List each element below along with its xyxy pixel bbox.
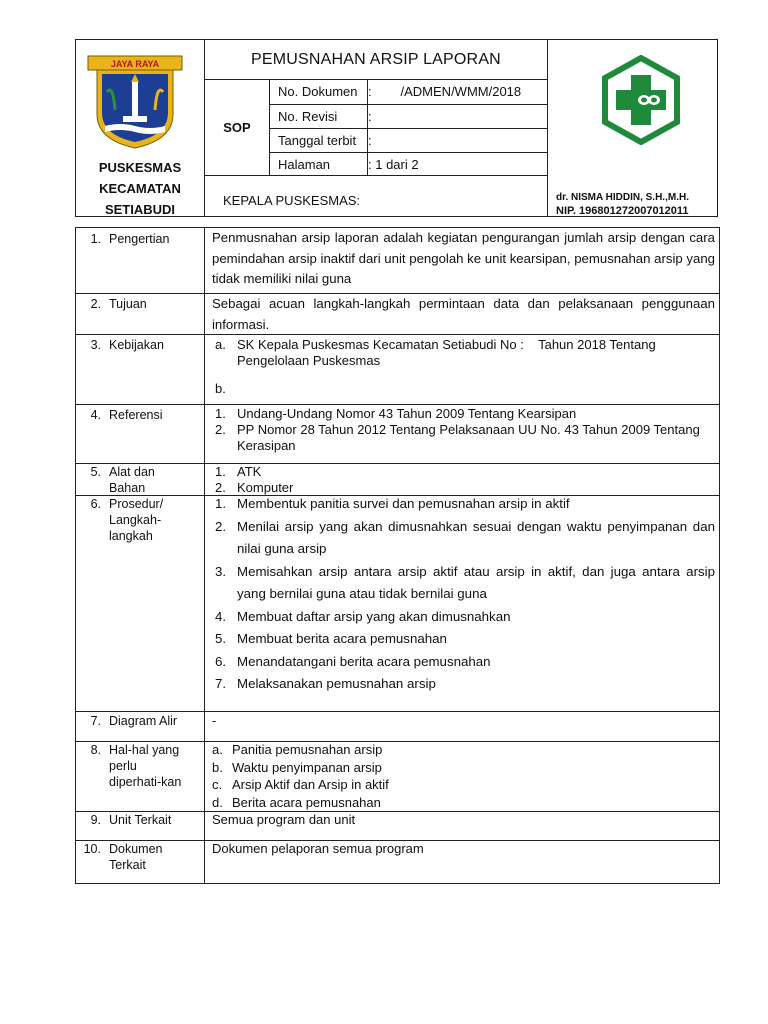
row-prosedur [76,495,719,711]
list-item [212,741,712,759]
row-label [76,231,202,247]
row-label [76,812,202,828]
item-marker: 6. [215,653,227,669]
sop-block [205,79,547,175]
row-text: Dokumen pelaporan semua program [212,841,424,856]
hal-list [212,741,712,811]
alat-list [215,464,715,496]
item-text: PP Nomor 28 Tahun 2012 Tentang Pelaksanaan UU No. 43 Tahun 2009 Tentang Kerasipan [237,422,700,453]
row-label [76,337,202,353]
row-title-line: Alat dan [109,465,155,479]
row-text: Sebagai acuan langkah-langkah permintaan data dan pelaksanaan penggunaan informasi. [212,296,715,332]
row-title: Diagram Alir [109,714,178,728]
item-marker: a. [212,742,223,757]
kebijakan-list [215,337,715,397]
item-text: Berita acara pemusnahan [232,794,381,810]
row-title [109,464,155,496]
row-number: 5. [90,465,101,479]
puskesmas-logo-icon [596,55,686,145]
sop-header [75,39,718,217]
row-title-line: perlu [109,759,137,773]
row-text: - [212,713,217,728]
row-text: Semua program dan unit [212,812,356,827]
list-item [215,516,715,561]
item-text: Komputer [237,480,294,495]
item-text: Waktu penyimpanan arsip [232,759,382,775]
row-unit-terkait [76,811,719,840]
row-title [109,496,163,544]
item-marker: 4. [215,608,227,624]
field-value: : 1 dari 2 [367,153,419,176]
signer-nip: NIP. 196801272007012011 [556,205,689,217]
list-item [215,337,715,369]
field-halaman [270,152,548,176]
row-alat-bahan [76,463,719,495]
list-item [215,628,715,651]
row-title: Unit Terkait [109,813,172,827]
list-item [215,381,715,397]
row-label [76,742,202,790]
row-title-line: Bahan [109,481,146,495]
item-marker: 7. [215,676,227,691]
field-value: : [367,105,372,128]
page-title: PEMUSNAHAN ARSIP LAPORAN [251,51,501,68]
list-item [212,776,712,794]
row-number: 7. [90,714,101,728]
row-label [76,496,202,544]
emblem-text: JAYA RAYA [110,59,160,69]
item-marker: 1. [215,406,226,421]
field-no-dokumen [270,80,548,104]
row-title-line: Terkait [109,858,146,872]
head-label: KEPALA PUSKESMAS: [223,193,361,208]
item-text: Panitia pemusnahan arsip [232,742,383,757]
row-referensi [76,404,719,463]
item-marker: a. [215,337,226,352]
row-title: Pengertian [109,232,170,246]
field-no-revisi [270,104,548,128]
header-right-cell [547,40,718,216]
sop-content-table [75,227,720,884]
item-marker: c. [212,777,223,792]
field-value: : /ADMEN/WMM/2018 [367,80,521,104]
list-item [212,759,712,777]
item-text: Menandatangani berita acara pemusnahan [237,653,491,669]
field-label: Halaman [278,157,331,172]
item-marker: b. [215,381,226,396]
row-label [76,713,202,729]
row-label [76,296,202,312]
row-title-line: Langkah- [109,513,162,527]
item-marker: 5. [215,631,227,646]
item-text: Memisahkan arsip antara arsip aktif atau arsip in aktif, dan juga antara arsip yang bernilai guna atau tidak bernilai guna [237,563,715,601]
row-label [76,464,202,496]
item-text: Arsip Aktif dan Arsip in aktif [232,777,389,792]
item-marker: 1. [215,496,227,511]
row-kebijakan [76,334,719,404]
row-title-line: Dokumen [109,842,163,856]
field-label: No. Dokumen [278,84,358,99]
field-value: : [367,129,372,152]
org-name [76,157,204,220]
row-tujuan [76,293,719,334]
row-number: 3. [90,338,101,352]
org-line-2: KECAMATAN [99,181,181,196]
item-text: SK Kepala Puskesmas Kecamatan Setiabudi No : Tahun 2018 Tentang Pengelolaan Puskesmas [237,337,660,368]
row-title: Referensi [109,408,163,422]
list-item [215,561,715,606]
row-title: Kebijakan [109,338,164,352]
row-number: 1. [90,232,101,246]
row-title-line: Hal-hal yang [109,743,180,757]
row-title: Tujuan [109,297,147,311]
row-title [109,841,163,873]
item-text: Membuat daftar arsip yang akan dimusnahkan [237,608,511,624]
org-line-1: PUSKESMAS [98,160,182,175]
row-dokumen-terkait [76,840,719,883]
row-number: 10. [83,842,101,856]
signer-name: dr. NISMA HIDDIN, S.H.,M.H. [556,192,689,203]
list-item [215,422,715,454]
list-item [212,794,712,812]
list-item [215,673,715,696]
head-signature-block [205,175,547,216]
row-title-line: diperhati-kan [109,775,182,789]
sop-label: SOP [223,120,251,135]
row-number: 8. [90,743,101,757]
list-item [215,464,715,480]
item-text: Melaksanakan pemusnahan arsip [237,676,436,691]
list-item [215,606,715,629]
item-marker: 2. [215,518,227,534]
row-number: 2. [90,297,101,311]
row-pengertian [76,228,719,293]
header-middle-cell [204,40,547,216]
item-text: ATK [237,464,262,479]
field-tanggal-terbit [270,128,548,152]
org-line-3: SETIABUDI [104,202,176,217]
item-text: Membuat berita acara pemusnahan [237,631,447,646]
item-marker: d. [212,794,223,810]
list-item [215,651,715,674]
jaya-raya-emblem-icon [85,52,185,152]
row-hal-hal [76,741,719,811]
list-item [215,406,715,422]
item-text: Menilai arsip yang akan dimusnahkan sesuai dengan waktu penyimpanan dan nilai guna arsip [237,518,715,556]
item-marker: 2. [215,422,226,437]
header-org-cell [76,40,204,216]
row-title-line: langkah [109,529,153,543]
row-diagram-alir [76,711,719,741]
doc-fields [269,80,547,176]
row-text: Penmusnahan arsip laporan adalah kegiatan pengurangan jumlah arsip dengan cara pemindahan arsip inaktif dari unit pengolah ke unit kearsipan, pemusnahan arsip yang tidak memiliki nilai guna [212,230,715,286]
prosedur-list [215,493,715,696]
field-label: Tanggal terbit [278,133,357,148]
row-title-line: Prosedur/ [109,497,164,511]
row-number: 9. [90,813,101,827]
field-label: No. Revisi [278,109,338,124]
item-marker: 3. [215,563,227,579]
item-text: Membentuk panitia survei dan pemusnahan arsip in aktif [237,496,570,511]
item-text [237,381,715,397]
row-number: 4. [90,408,101,422]
referensi-list [215,406,715,454]
item-marker: 1. [215,464,226,479]
item-text: Undang-Undang Nomor 43 Tahun 2009 Tentang Kearsipan [237,406,577,421]
list-item [215,493,715,516]
row-label [76,407,202,423]
item-marker: b. [212,759,223,775]
item-marker: 2. [215,480,226,495]
row-label [76,841,202,873]
row-title [109,742,181,790]
row-number: 6. [90,497,101,511]
